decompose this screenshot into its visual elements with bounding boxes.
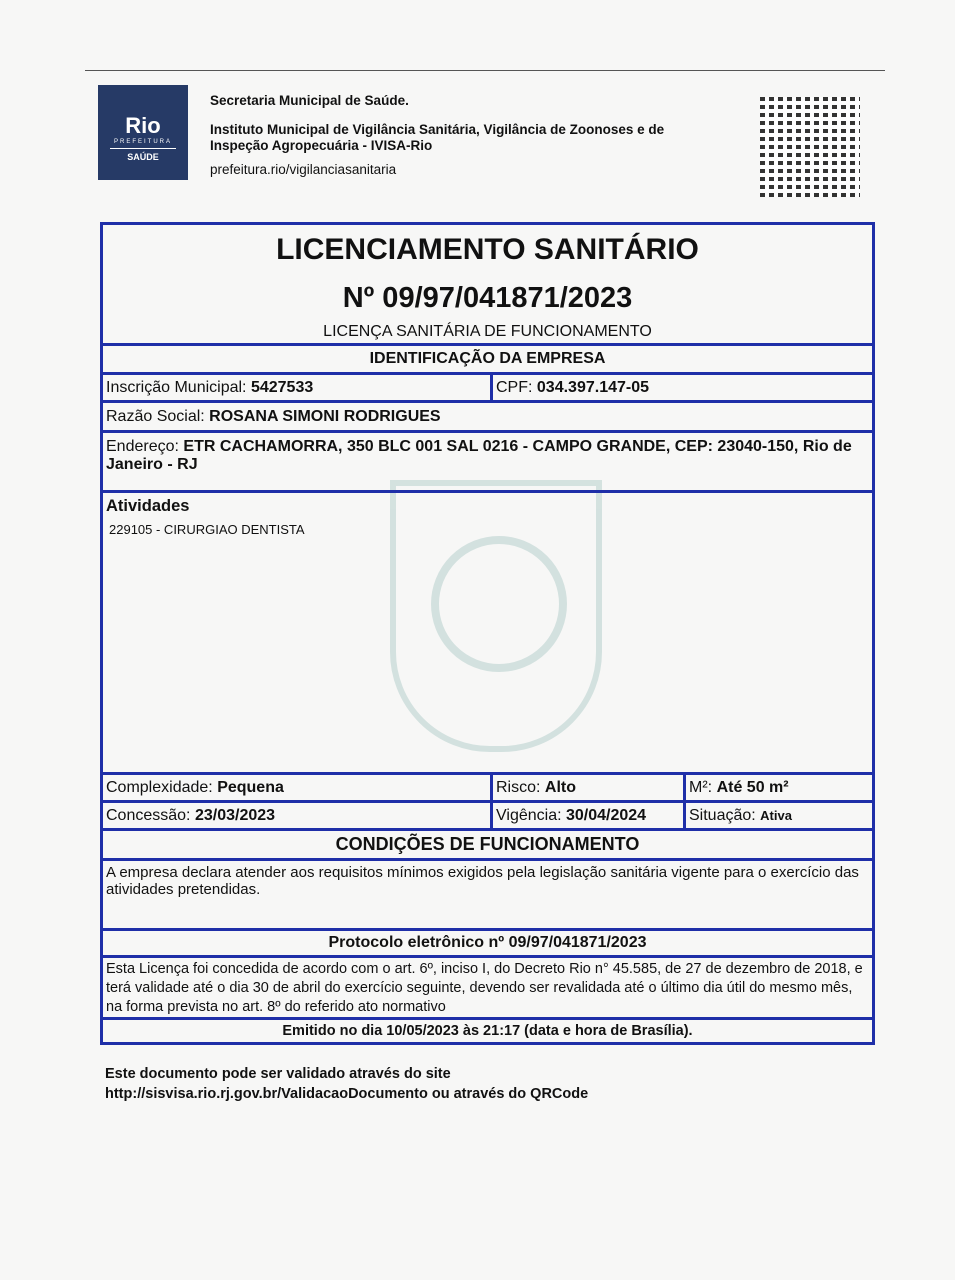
validation-url[interactable]: http://sisvisa.rio.rj.gov.br/ValidacaoDocumento ou através do QRCode bbox=[105, 1086, 589, 1102]
condicoes-text: A empresa declara atender aos requisitos mínimos exigidos pela legislação sanitária vigente para o exercício das atividades pretendidas. bbox=[103, 861, 872, 931]
endereco: ETR CACHAMORRA, 350 BLC 001 SAL 0216 - CAMPO GRANDE, CEP: 23040-150, Rio de Janeiro - RJ bbox=[106, 438, 852, 473]
divider bbox=[85, 70, 885, 71]
license-type: LICENÇA SANITÁRIA DE FUNCIONAMENTO bbox=[103, 321, 872, 346]
instituto-line2: Inspeção Agropecuária - IVISA-Rio bbox=[210, 138, 433, 153]
license-number: Nº 09/97/041871/2023 bbox=[342, 281, 633, 314]
title: LICENCIAMENTO SANITÁRIO bbox=[276, 233, 699, 266]
rio-saude-logo: Rio PREFEITURA SAÚDE bbox=[98, 85, 188, 180]
row-complexidade: Complexidade: Pequena Risco: Alto M²: Até 50 m² bbox=[103, 775, 872, 803]
atividade: 229105 - CIRURGIAO DENTISTA bbox=[109, 522, 305, 537]
site: prefeitura.rio/vigilanciasanitaria bbox=[210, 162, 397, 177]
inscricao: 5427533 bbox=[250, 378, 314, 396]
section-condicoes: CONDIÇÕES DE FUNCIONAMENTO bbox=[103, 831, 872, 861]
row-concessao: Concessão: 23/03/2023 Vigência: 30/04/2024 Situação: Ativa bbox=[103, 803, 872, 831]
row-razao: Razão Social: ROSANA SIMONI RODRIGUES bbox=[103, 403, 872, 433]
instituto-line1: Instituto Municipal de Vigilância Sanitária, Vigilância de Zoonoses e de bbox=[210, 122, 665, 137]
license-box bbox=[100, 222, 875, 1045]
emitido: Emitido no dia 10/05/2023 às 21:17 (data e hora de Brasília). bbox=[282, 1023, 693, 1039]
cpf: 034.397.147-05 bbox=[536, 378, 650, 396]
secretaria: Secretaria Municipal de Saúde. bbox=[210, 93, 409, 108]
razao-social: ROSANA SIMONI RODRIGUES bbox=[209, 407, 441, 425]
row-endereco: Endereço: ETR CACHAMORRA, 350 BLC 001 SAL 0216 - CAMPO GRANDE, CEP: 23040-150, Rio de Janeiro - RJ bbox=[103, 433, 872, 493]
validation-note: Este documento pode ser validado através do site bbox=[105, 1066, 451, 1082]
qr-code bbox=[760, 97, 860, 197]
legal-text: Esta Licença foi concedida de acordo com o art. 6º, inciso I, do Decreto Rio n° 45.585, de 27 de dezembro de 2018, e terá validade até o dia 30 de abril do exercício seguinte, devendo ser revalidada até o último dia útil do mesmo mês, na forma prevista no art. 8º do referido ato normativo bbox=[103, 958, 872, 1020]
cpf-cell: CPF: 034.397.147-05 bbox=[490, 375, 649, 400]
protocolo: Protocolo eletrônico nº 09/97/041871/2023 bbox=[103, 931, 872, 958]
row-inscricao: Inscrição Municipal: 5427533 CPF: 034.397.147-05 bbox=[103, 375, 872, 403]
row-atividades: Atividades 229105 - CIRURGIAO DENTISTA bbox=[103, 493, 872, 775]
section-identificacao: IDENTIFICAÇÃO DA EMPRESA bbox=[103, 346, 872, 375]
